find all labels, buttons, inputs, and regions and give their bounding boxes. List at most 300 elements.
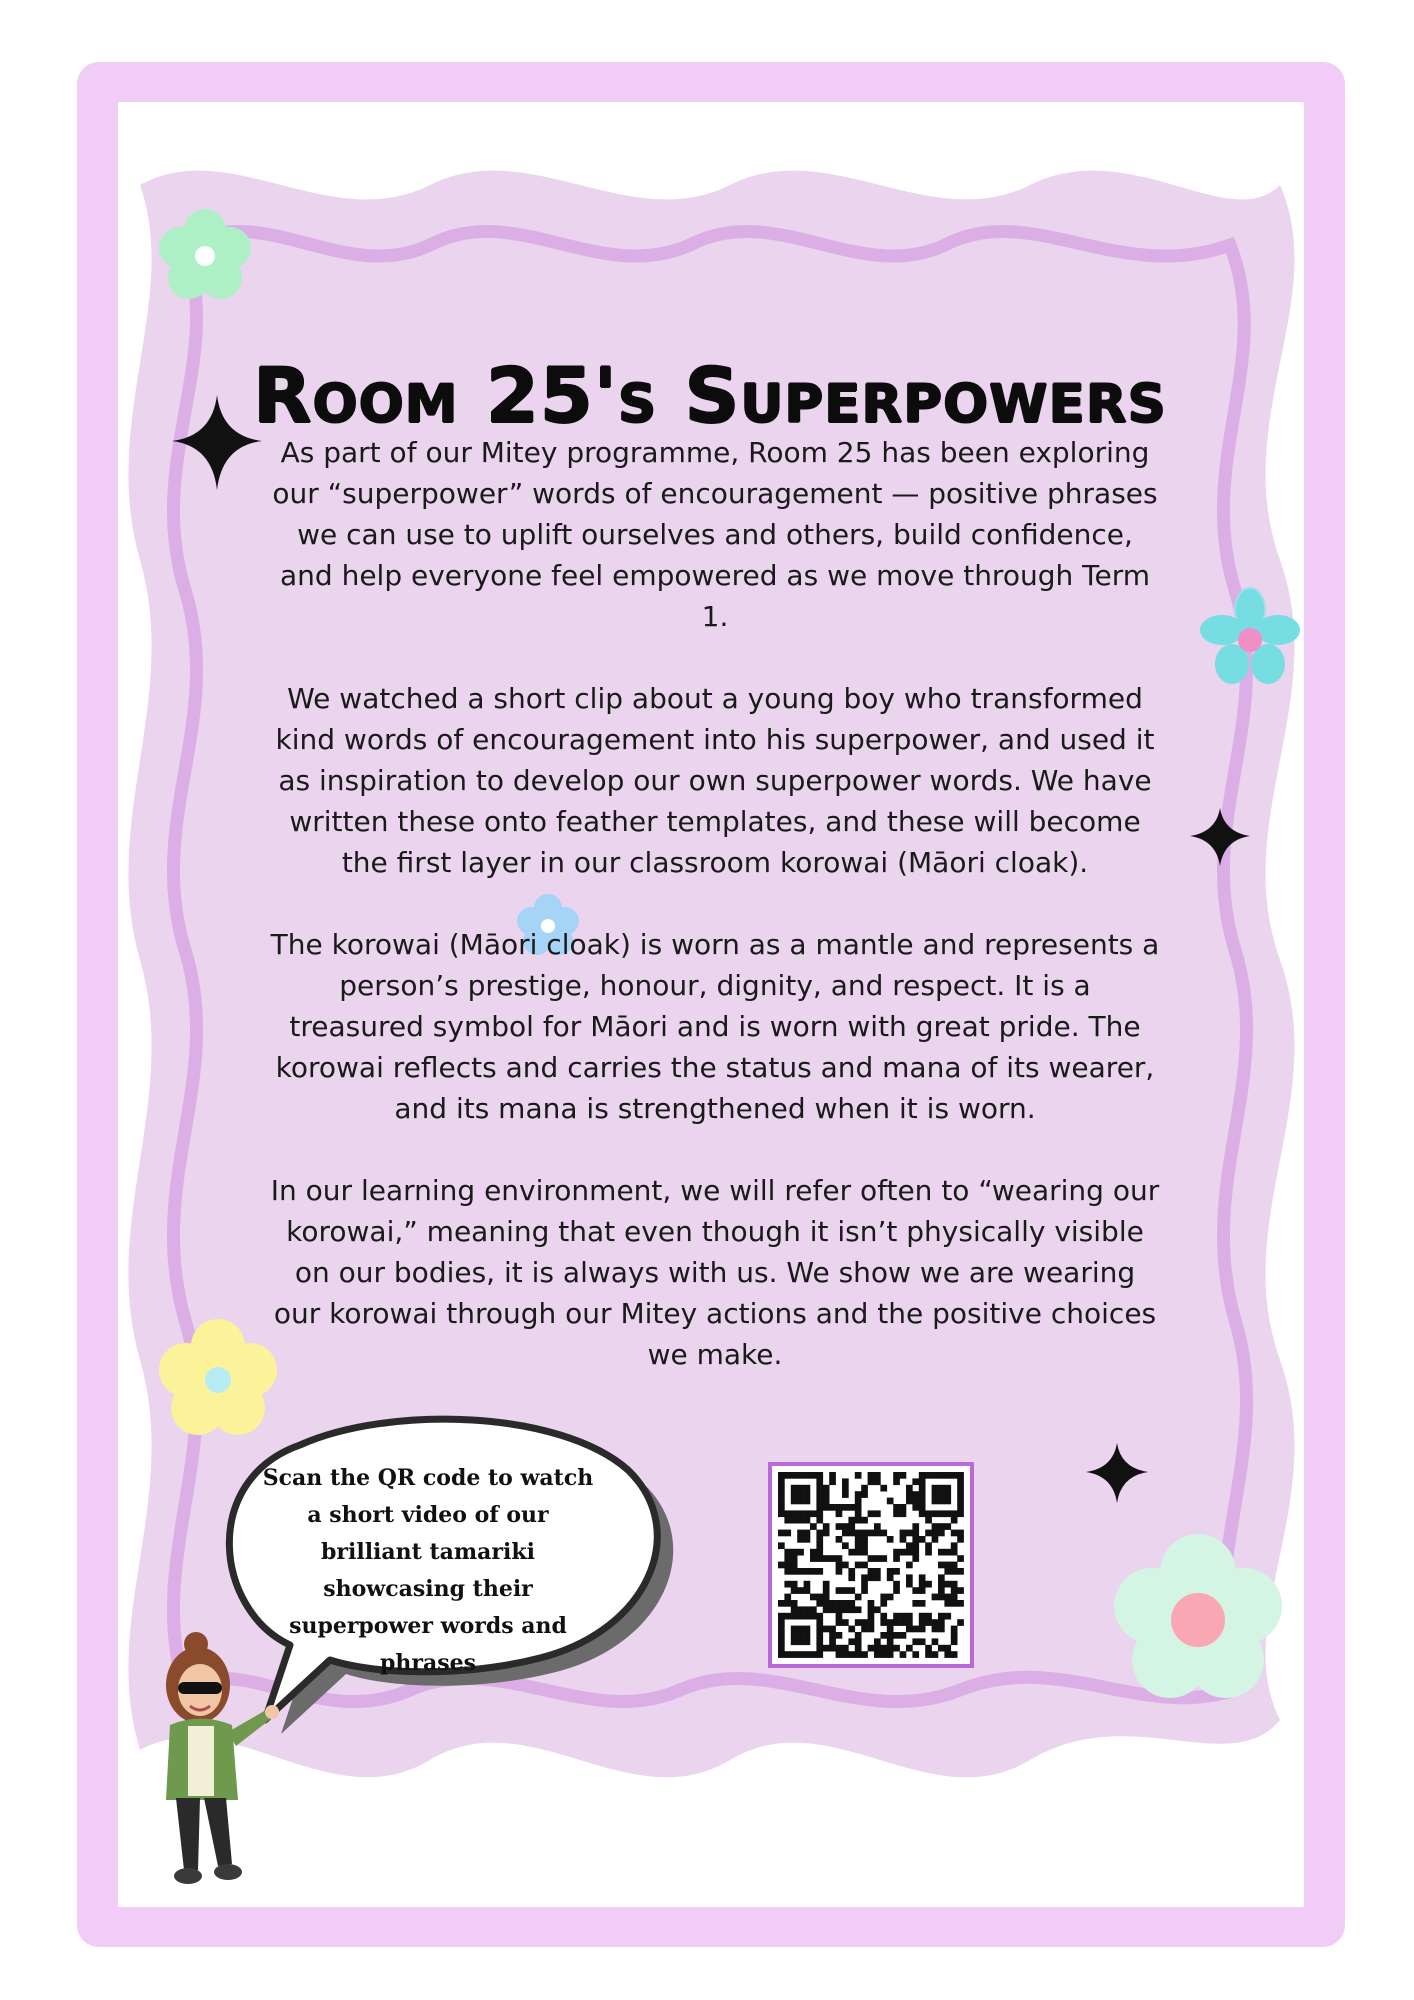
qr-module	[804, 1606, 811, 1613]
qr-module	[804, 1568, 811, 1575]
qr-module	[957, 1536, 964, 1543]
qr-module	[951, 1549, 958, 1556]
qr-module	[804, 1517, 811, 1524]
qr-module	[810, 1549, 817, 1556]
qr-module	[887, 1638, 894, 1645]
qr-module	[938, 1549, 945, 1556]
qr-module	[861, 1491, 868, 1498]
qr-module	[874, 1574, 881, 1581]
qr-module	[804, 1472, 811, 1479]
qr-module	[919, 1613, 926, 1620]
qr-module	[861, 1587, 868, 1594]
qr-module	[836, 1619, 843, 1626]
qr-module	[797, 1638, 804, 1645]
qr-module	[855, 1645, 862, 1652]
qr-module	[912, 1549, 919, 1556]
qr-module	[778, 1491, 785, 1498]
qr-module	[784, 1517, 791, 1524]
qr-module	[848, 1568, 855, 1575]
qr-module	[861, 1562, 868, 1569]
qr-module	[797, 1491, 804, 1498]
qr-module	[932, 1510, 939, 1517]
qr-module	[880, 1632, 887, 1639]
qr-module	[836, 1600, 843, 1607]
qr-module	[836, 1562, 843, 1569]
qr-module	[848, 1651, 855, 1658]
qr-module	[816, 1530, 823, 1537]
qr-module	[829, 1504, 836, 1511]
qr-module	[919, 1510, 926, 1517]
qr-module	[804, 1510, 811, 1517]
qr-module	[823, 1645, 830, 1652]
qr-module	[938, 1491, 945, 1498]
qr-module	[925, 1613, 932, 1620]
qr-module	[784, 1594, 791, 1601]
qr-module	[932, 1626, 939, 1633]
qr-module	[951, 1626, 958, 1633]
qr-module	[900, 1613, 907, 1620]
qr-module	[919, 1619, 926, 1626]
qr-module	[848, 1517, 855, 1524]
qr-module	[944, 1498, 951, 1505]
qr-module	[874, 1472, 881, 1479]
qr-module	[791, 1491, 798, 1498]
qr-module	[951, 1472, 958, 1479]
qr-module	[816, 1568, 823, 1575]
qr-module	[874, 1478, 881, 1485]
qr-module	[906, 1645, 913, 1652]
qr-module	[944, 1562, 951, 1569]
qr-module	[842, 1562, 849, 1569]
qr-module	[855, 1606, 862, 1613]
qr-module	[797, 1632, 804, 1639]
qr-module	[944, 1600, 951, 1607]
qr-module	[829, 1600, 836, 1607]
qr-module	[906, 1530, 913, 1537]
qr-module	[861, 1581, 868, 1588]
qr-module	[810, 1472, 817, 1479]
qr-module	[797, 1606, 804, 1613]
qr-module	[836, 1536, 843, 1543]
qr-module	[791, 1568, 798, 1575]
qr-module	[855, 1472, 862, 1479]
qr-module	[938, 1530, 945, 1537]
qr-module	[816, 1613, 823, 1620]
qr-module	[912, 1523, 919, 1530]
qr-module	[804, 1626, 811, 1633]
qr-module	[938, 1498, 945, 1505]
qr-module	[810, 1613, 817, 1620]
qr-module	[791, 1555, 798, 1562]
qr-module	[887, 1498, 894, 1505]
qr-module	[938, 1587, 945, 1594]
qr-module	[906, 1491, 913, 1498]
qr-module	[823, 1594, 830, 1601]
qr-module	[823, 1606, 830, 1613]
paragraph-1: As part of our Mitey programme, Room 25 has been exploring our “superpower” words of encouragement — positive phrases we can use to uplift ourselves and others, build confidence, and help everyone feel empowered as we move through Term 1.	[272, 436, 1158, 633]
qr-module	[957, 1530, 964, 1537]
qr-module	[829, 1478, 836, 1485]
qr-module	[778, 1485, 785, 1492]
qr-module	[906, 1549, 913, 1556]
qr-module	[957, 1555, 964, 1562]
paragraph-4: In our learning environment, we will refer often to “wearing our korowai,” meaning that even though it isn’t physically visible on our bodies, it is always with us. We show we are wearing our korowai through our Mitey actions and the positive choices we make.	[270, 1174, 1160, 1371]
qr-module	[791, 1581, 798, 1588]
qr-module	[842, 1645, 849, 1652]
qr-module	[791, 1562, 798, 1569]
qr-module	[951, 1594, 958, 1601]
qr-module	[836, 1613, 843, 1620]
qr-module	[797, 1651, 804, 1658]
qr-module	[861, 1530, 868, 1537]
qr-module	[778, 1613, 785, 1620]
qr-module	[868, 1606, 875, 1613]
qr-module	[957, 1478, 964, 1485]
qr-module	[906, 1574, 913, 1581]
qr-module	[944, 1613, 951, 1620]
qr-module	[919, 1581, 926, 1588]
qr-module	[842, 1530, 849, 1537]
qr-module	[938, 1619, 945, 1626]
qr-module	[893, 1472, 900, 1479]
qr-module	[797, 1587, 804, 1594]
qr-module	[778, 1542, 785, 1549]
qr-module	[791, 1638, 798, 1645]
qr-module	[925, 1542, 932, 1549]
qr-module	[791, 1472, 798, 1479]
qr-module	[893, 1619, 900, 1626]
qr-module	[919, 1491, 926, 1498]
qr-module	[816, 1645, 823, 1652]
qr-module	[919, 1504, 926, 1511]
qr-module	[823, 1587, 830, 1594]
qr-module	[906, 1542, 913, 1549]
qr-module	[823, 1504, 830, 1511]
qr-module	[906, 1562, 913, 1569]
qr-module	[855, 1491, 862, 1498]
qr-module	[925, 1510, 932, 1517]
qr-module	[823, 1600, 830, 1607]
qr-module	[842, 1606, 849, 1613]
qr-module	[791, 1651, 798, 1658]
qr-module	[887, 1574, 894, 1581]
qr-module	[778, 1638, 785, 1645]
qr-module	[855, 1632, 862, 1639]
qr-module	[784, 1472, 791, 1479]
qr-module	[925, 1517, 932, 1524]
qr-module	[816, 1472, 823, 1479]
qr-module	[932, 1619, 939, 1626]
qr-module	[925, 1619, 932, 1626]
qr-module	[823, 1485, 830, 1492]
qr-module	[919, 1626, 926, 1633]
qr-module	[842, 1478, 849, 1485]
qr-module	[804, 1530, 811, 1537]
qr-module	[797, 1568, 804, 1575]
qr-module	[932, 1536, 939, 1543]
qr-module	[957, 1498, 964, 1505]
qr-module	[778, 1510, 785, 1517]
qr-module	[957, 1568, 964, 1575]
qr-module	[778, 1478, 785, 1485]
qr-module	[848, 1600, 855, 1607]
qr-module	[900, 1472, 907, 1479]
qr-module	[778, 1632, 785, 1639]
qr-module	[938, 1574, 945, 1581]
paragraph-3: The korowai (Māori cloak) is worn as a mantle and represents a person’s prestige, honour, dignity, and respect. It is a treasured symbol for Māori and is worn with great pride. The korowai reflects and carries the status and mana of its wearer, and its mana is strengthened when it is worn.	[270, 928, 1160, 1125]
qr-module	[804, 1613, 811, 1620]
qr-module	[804, 1632, 811, 1639]
qr-module	[944, 1594, 951, 1601]
qr-module	[880, 1555, 887, 1562]
qr-module	[880, 1530, 887, 1537]
qr-module	[855, 1562, 862, 1569]
qr-module	[957, 1504, 964, 1511]
qr-module	[855, 1651, 862, 1658]
qr-module	[855, 1517, 862, 1524]
qr-module	[887, 1594, 894, 1601]
qr-module	[842, 1651, 849, 1658]
qr-module	[887, 1651, 894, 1658]
qr-module	[900, 1530, 907, 1537]
qr-module	[861, 1619, 868, 1626]
qr-module	[919, 1587, 926, 1594]
qr-module	[791, 1498, 798, 1505]
qr-module	[848, 1574, 855, 1581]
qr-module	[951, 1638, 958, 1645]
qr-module	[823, 1491, 830, 1498]
qr-module	[868, 1555, 875, 1562]
qr-module	[816, 1542, 823, 1549]
qr-module	[912, 1498, 919, 1505]
qr-module	[932, 1523, 939, 1530]
qr-module	[893, 1587, 900, 1594]
qr-module	[938, 1472, 945, 1479]
qr-module	[855, 1638, 862, 1645]
qr-module	[855, 1510, 862, 1517]
qr-module	[944, 1549, 951, 1556]
qr-module	[791, 1517, 798, 1524]
qr-module	[842, 1491, 849, 1498]
qr-module	[893, 1510, 900, 1517]
qr-module	[836, 1504, 843, 1511]
qr-module	[791, 1626, 798, 1633]
qr-module	[861, 1574, 868, 1581]
qr-module	[900, 1504, 907, 1511]
qr-module	[816, 1555, 823, 1562]
qr-module	[848, 1638, 855, 1645]
qr-module	[957, 1510, 964, 1517]
qr-module	[944, 1581, 951, 1588]
qr-module	[823, 1581, 830, 1588]
qr-module	[778, 1626, 785, 1633]
qr-module	[925, 1651, 932, 1658]
qr-module	[957, 1491, 964, 1498]
qr-module	[893, 1632, 900, 1639]
qr-module	[893, 1549, 900, 1556]
qr-module	[842, 1600, 849, 1607]
qr-module	[778, 1600, 785, 1607]
qr-module	[791, 1632, 798, 1639]
qr-module	[804, 1651, 811, 1658]
qr-module	[906, 1626, 913, 1633]
qr-module	[861, 1549, 868, 1556]
qr-module	[855, 1504, 862, 1511]
qr-module	[836, 1568, 843, 1575]
qr-module	[778, 1530, 785, 1537]
qr-module	[816, 1600, 823, 1607]
qr-module	[784, 1581, 791, 1588]
body-text	[270, 432, 1160, 1416]
qr-module	[906, 1498, 913, 1505]
qr-module	[938, 1613, 945, 1620]
qr-module	[861, 1485, 868, 1492]
qr-module	[810, 1594, 817, 1601]
qr-module	[925, 1549, 932, 1556]
qr-module	[900, 1549, 907, 1556]
qr-module	[919, 1498, 926, 1505]
qr-module	[951, 1600, 958, 1607]
qr-module	[944, 1472, 951, 1479]
qr-module	[951, 1581, 958, 1588]
qr-module	[797, 1498, 804, 1505]
qr-module	[816, 1517, 823, 1524]
qr-module	[893, 1645, 900, 1652]
qr-module	[925, 1581, 932, 1588]
qr-module	[778, 1651, 785, 1658]
qr-module	[842, 1542, 849, 1549]
qr-module	[900, 1651, 907, 1658]
paragraph-2: We watched a short clip about a young boy who transformed kind words of encouragement into his superpower, and used it as inspiration to develop our own superpower words. We have written these onto feather templates, and these will become the first layer in our classroom korowai (Māori cloak).	[275, 682, 1155, 879]
qr-module	[778, 1645, 785, 1652]
qr-module	[957, 1472, 964, 1479]
qr-module	[957, 1587, 964, 1594]
qr-module	[868, 1613, 875, 1620]
qr-module	[893, 1555, 900, 1562]
qr-module	[836, 1523, 843, 1530]
qr-module	[900, 1510, 907, 1517]
qr-module	[816, 1638, 823, 1645]
qr-module	[855, 1594, 862, 1601]
qr-module	[887, 1626, 894, 1633]
qr-module	[784, 1510, 791, 1517]
qr-module	[829, 1472, 836, 1479]
qr-module	[880, 1651, 887, 1658]
qr-module	[868, 1645, 875, 1652]
qr-module	[829, 1555, 836, 1562]
qr-module	[938, 1581, 945, 1588]
qr-module	[861, 1517, 868, 1524]
qr-module	[836, 1606, 843, 1613]
qr-module	[861, 1536, 868, 1543]
qr-module	[887, 1645, 894, 1652]
qr-module	[816, 1536, 823, 1543]
qr-module	[880, 1600, 887, 1607]
qr-module	[868, 1626, 875, 1633]
qr-module	[919, 1478, 926, 1485]
qr-module	[874, 1555, 881, 1562]
qr-module	[842, 1523, 849, 1530]
qr-module	[912, 1478, 919, 1485]
qr-module	[791, 1510, 798, 1517]
qr-module	[880, 1485, 887, 1492]
qr-module	[938, 1562, 945, 1569]
qr-module	[874, 1651, 881, 1658]
qr-module	[842, 1587, 849, 1594]
qr-module	[778, 1562, 785, 1569]
qr-code[interactable]	[768, 1462, 974, 1668]
qr-module	[887, 1619, 894, 1626]
qr-module	[810, 1555, 817, 1562]
qr-module	[861, 1626, 868, 1633]
qr-module	[932, 1491, 939, 1498]
qr-module	[919, 1536, 926, 1543]
qr-module	[848, 1606, 855, 1613]
qr-module	[855, 1530, 862, 1537]
qr-module	[874, 1645, 881, 1652]
qr-module	[823, 1555, 830, 1562]
qr-module	[912, 1555, 919, 1562]
qr-module	[810, 1606, 817, 1613]
qr-module	[880, 1645, 887, 1652]
qr-module	[957, 1619, 964, 1626]
qr-module	[816, 1510, 823, 1517]
qr-module	[887, 1536, 894, 1543]
qr-module	[784, 1562, 791, 1569]
qr-module	[842, 1485, 849, 1492]
qr-module	[797, 1485, 804, 1492]
qr-module	[880, 1594, 887, 1601]
qr-module	[900, 1619, 907, 1626]
qr-module	[868, 1600, 875, 1607]
qr-module	[925, 1645, 932, 1652]
qr-module	[778, 1498, 785, 1505]
qr-module	[944, 1491, 951, 1498]
qr-module	[804, 1485, 811, 1492]
qr-module	[893, 1478, 900, 1485]
qr-module	[932, 1638, 939, 1645]
qr-module	[810, 1651, 817, 1658]
qr-module	[932, 1594, 939, 1601]
qr-module	[912, 1530, 919, 1537]
qr-module	[797, 1613, 804, 1620]
qr-module	[893, 1568, 900, 1575]
qr-module	[912, 1542, 919, 1549]
qr-module	[784, 1555, 791, 1562]
qr-module	[887, 1632, 894, 1639]
qr-module	[816, 1504, 823, 1511]
qr-module	[938, 1645, 945, 1652]
qr-module	[912, 1651, 919, 1658]
qr-module	[893, 1613, 900, 1620]
qr-module	[784, 1530, 791, 1537]
qr-module	[944, 1568, 951, 1575]
qr-module	[868, 1510, 875, 1517]
qr-module	[880, 1619, 887, 1626]
qr-module	[816, 1626, 823, 1633]
qr-module	[868, 1472, 875, 1479]
qr-module	[823, 1498, 830, 1505]
qr-module	[778, 1619, 785, 1626]
qr-module	[944, 1485, 951, 1492]
qr-module	[868, 1574, 875, 1581]
qr-module	[868, 1619, 875, 1626]
qr-module	[784, 1568, 791, 1575]
qr-module	[836, 1645, 843, 1652]
qr-module	[791, 1549, 798, 1556]
qr-module	[938, 1626, 945, 1633]
qr-module	[829, 1626, 836, 1633]
